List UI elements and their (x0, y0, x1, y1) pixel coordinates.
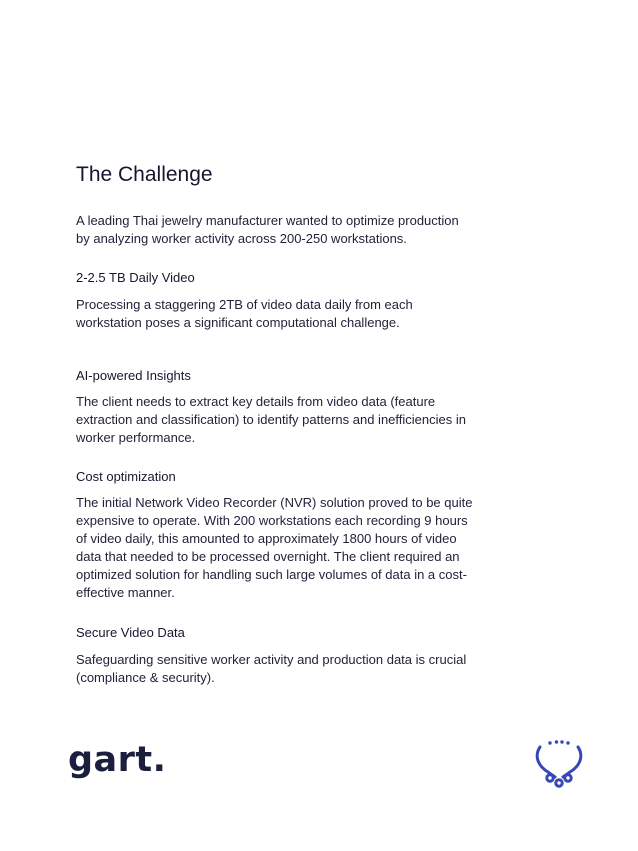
section-heading-video: 2-2.5 TB Daily Video (76, 270, 195, 285)
section-body-ai: The client needs to extract key details from video data (feature extraction and classification) to identify patterns and inefficiencies in worker performance. (76, 394, 466, 445)
section-heading-ai: AI-powered Insights (76, 368, 191, 383)
page-title: The Challenge (76, 163, 213, 186)
section-heading-security: Secure Video Data (76, 625, 185, 640)
section-body-video: Processing a staggering 2TB of video data daily from each workstation poses a significant computational challenge. (76, 297, 413, 330)
gart-logo: gart. (68, 740, 167, 780)
intro-paragraph: A leading Thai jewelry manufacturer wanted to optimize production by analyzing worker activity across 200-250 workstations. (76, 213, 459, 246)
necklace-icon (532, 738, 586, 792)
section-body-security: Safeguarding sensitive worker activity and production data is crucial (compliance & security). (76, 652, 467, 685)
section-heading-cost: Cost optimization (76, 469, 176, 484)
section-body-cost: The initial Network Video Recorder (NVR) solution proved to be quite expensive to operate. With 200 workstations each recording 9 hours of video daily, this amounted to approximately 1800 hours of video data that needed to be processed overnight. The client required an optimized solution for handling such large volumes of data in a cost-effective manner. (76, 495, 473, 600)
